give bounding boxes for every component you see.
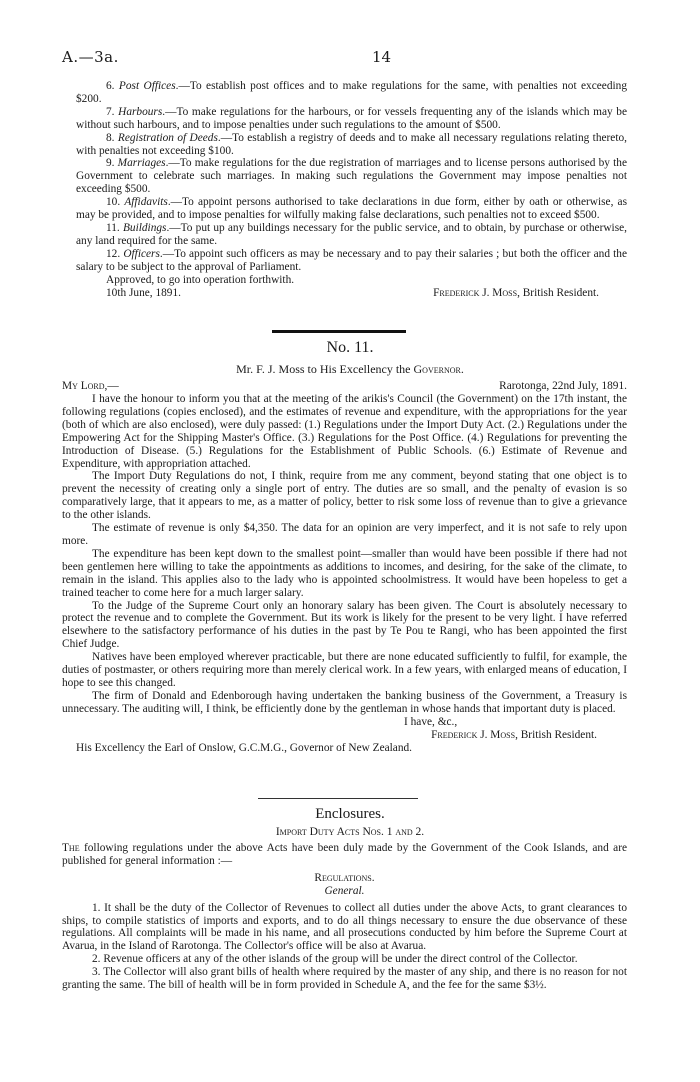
enclosure-divider	[258, 798, 418, 799]
regulations-heading: Regulations.	[314, 871, 375, 884]
document-reference: A.—3a.	[62, 48, 119, 66]
item-title: Marriages	[117, 157, 166, 170]
addressee: His Excellency the Earl of Onslow, G.C.M.G., Governor of New Zealand.	[76, 741, 413, 754]
item-number: 9.	[106, 157, 118, 170]
enclosures-intro	[62, 842, 627, 868]
signature-row-2	[62, 729, 627, 742]
enclosures-subheading: Import Duty Acts Nos. 1 and 2.	[275, 826, 425, 838]
item-text: To make regulations for the harbours, or for vessels frequenting any of the islands which may be without such harbours, and to impose penalties under such regulations to the amount of $500.	[76, 105, 628, 131]
letter-paragraph: I have the honour to inform you that at the meeting of the arikis's Council (the Government) on the 17th instant, the following regulations (copies enclosed), and the estimates of revenue and expenditure, with the appropriations for the year (both of which are also enclosed), were duly passed: (1.) Regulations under the Import Duty Act. (2.) Regulations under the Empowering Act for the Shipping Master's Office. (3.) Regulations for the Post Office. (4.) Regulations for preventing the Introduction of Disease. (5.) Regulations for the Establishment of Public Schools. (6.) Estimate of Revenue and Expenditure, with appropriation attached.	[62, 393, 627, 470]
item-title: Officers	[123, 247, 160, 260]
item-number: 6.	[106, 80, 119, 92]
item-number: 11.	[106, 221, 123, 234]
enclosures-body	[62, 842, 627, 992]
signature-2	[431, 729, 597, 742]
letter-number: No. 11.	[326, 339, 374, 356]
item-title: Registration of Deeds	[117, 131, 218, 144]
item-number: 10.	[106, 196, 125, 209]
letter-paragraph: Natives have been employed wherever practicable, but there are none educated sufficiently to fulfil, for example, the duties of postmaster, or others requiring more than merely clerical work. In a few years, with enlarged means of education, I hope to see this changed.	[62, 651, 627, 689]
letter-paragraph: The expenditure has been kept down to the smallest point—smaller than would have been possible if there had not been gentlemen here willing to take the appointments as additions to incomes, and desiring, for the sake of the climate, to remain in the island. This applies also to the lady who is appointed schoolmistress. It would have been hopeless to get a trained teacher to come here for a much larger salary.	[62, 547, 627, 599]
letter-paragraph: The firm of Donald and Edenborough having undertaken the banking business of the Government, a Treasury is unnecessary. The auditing will, I think, be efficiently done by the gentleman in whose hands that important duty is placed.	[62, 689, 627, 715]
prior-items-list	[76, 80, 627, 274]
item-dash: .—	[166, 221, 181, 234]
letter-title-governor: Governor.	[413, 362, 464, 376]
regulation-item	[76, 222, 627, 248]
letter-paragraphs	[62, 393, 627, 716]
item-dash: .—	[159, 247, 175, 260]
approved-line: Approved, to go into operation forthwith.	[106, 273, 295, 286]
item-dash: .—	[175, 80, 190, 92]
item-text: To establish a registry of deeds and to make all necessary regulations relating thereto, with penalties not exceeding $100.	[76, 131, 628, 157]
signature-row-1	[76, 287, 627, 300]
letter-paragraph: The estimate of revenue is only $4,350. The data for an opinion are very imperfect, and it is not safe to rely upon more.	[62, 522, 627, 547]
rule-item: 3. The Collector will also grant bills of health where required by the master of any ship, and there is no reason for not granting the same. The bill of health will be in form provided in Schedule A, and the fee for the same $3½.	[62, 966, 627, 992]
item-title: Post Offices	[118, 80, 176, 92]
regulation-item	[76, 196, 627, 222]
item-text: To put up any buildings necessary for the public service, and to obtain, by purchase or otherwise, any land required for the same.	[76, 221, 627, 247]
signer-name-2: Frederick J. Moss	[431, 728, 516, 741]
regulation-item	[76, 248, 627, 274]
letter-title-text: Mr. F. J. Moss to His Excellency the	[236, 362, 414, 376]
signer-name: Frederick J. Moss	[433, 286, 518, 299]
regulation-item	[76, 106, 627, 132]
item-dash: .—	[165, 157, 180, 170]
signer-role: , British Resident.	[517, 286, 599, 299]
item-title: Harbours	[118, 105, 163, 118]
item-title: Buildings	[122, 221, 167, 234]
item-number: 12.	[106, 247, 124, 260]
regulation-item	[76, 132, 627, 158]
item-text: To make regulations for the due registration of marriages and to license persons authorised by the Government to celebrate such marriages. In making such regulations the Government may impose penalties not exceeding $500.	[76, 157, 627, 196]
place-date: Rarotonga, 22nd July, 1891.	[499, 380, 627, 392]
item-dash: .—	[162, 105, 177, 118]
signature-date: 10th June, 1891.	[106, 286, 181, 299]
prior-items-block	[76, 80, 627, 300]
rules-list	[62, 902, 627, 992]
regulation-item	[76, 80, 627, 106]
closing: I have, &c.,	[404, 715, 458, 728]
page-number: 14	[372, 48, 392, 66]
closing-row	[62, 716, 627, 729]
item-number: 7.	[106, 105, 119, 118]
item-text: To establish post offices and to make regulations for the same, with penalties not exceeding $200.	[76, 80, 628, 105]
page-header	[62, 48, 638, 68]
enclosures-heading: Enclosures.	[315, 806, 385, 822]
signer-role-2: , British Resident.	[515, 728, 597, 741]
item-dash: .—	[217, 131, 233, 144]
item-title: Affidavits	[124, 196, 168, 209]
item-text: To appoint persons authorised to take declarations in due form, either by oath or otherwise, as may be provided, and to impose penalties for wilfully making false declarations, such penalties not to exceed $500.	[76, 196, 627, 222]
letter-title	[0, 362, 700, 377]
letter-paragraph: To the Judge of the Supreme Court only an honorary salary has been given. The Court is absolutely necessary to protect the revenue and to complete the Government. But its work is likely for the present to be very light. I have referred elsewhere to the satisfactory performance of his duties in the past by Te Pou te Rangi, who has been appointed the first Chief Judge.	[62, 599, 627, 651]
salutation: My Lord,—	[62, 380, 119, 392]
item-dash: .—	[167, 196, 182, 209]
regulation-item	[76, 157, 627, 196]
letter-body	[62, 380, 627, 755]
salutation-row	[62, 380, 627, 393]
signature-1	[433, 287, 599, 300]
general-heading: General.	[324, 884, 365, 897]
intro-text: following regulations under the above Acts have been duly made by the Government of the Cook Islands, and are published for general information :—	[62, 842, 627, 867]
item-number: 8.	[106, 131, 118, 144]
rule-item: 2. Revenue officers at any of the other islands of the group will be under the direct control of the Collector.	[92, 953, 578, 966]
letter-paragraph: The Import Duty Regulations do not, I think, require from me any comment, beyond stating that one object is to prevent the necessity of creating only a single port of entry. The duties are so small, and the penalty of evasion is so comparatively large, that it appears to me, as a matter of policy, better to risk some loss of revenue than to give a grievance to the other islands.	[62, 470, 627, 522]
rule-item: 1. It shall be the duty of the Collector of Revenues to collect all duties under the above Acts, to grant clearances to ships, to compile statistics of imports and exports, and to do all things necessary to ensure the due observance of these regulations. All complaints will be made in his name, and all prosecutions conducted by him before the Supreme Court at Avarua, in the Island of Rarotonga. The Collector's office will be also at Avarua.	[62, 901, 627, 953]
section-divider	[272, 330, 406, 333]
item-text: To appoint such officers as may be necessary and to pay their salaries ; but both the officer and the salary to be subject to the approval of Parliament.	[76, 247, 627, 273]
intro-lead: The	[62, 842, 80, 854]
